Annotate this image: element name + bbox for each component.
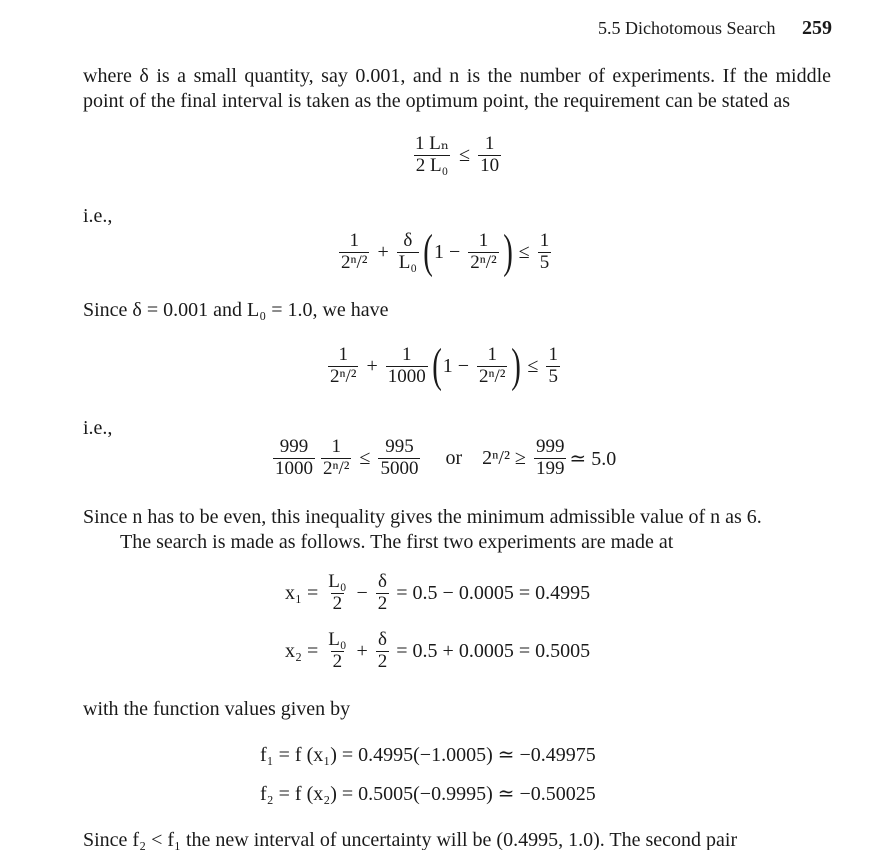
denominator: 5 — [539, 251, 550, 273]
numerator: 1 — [548, 343, 558, 365]
fraction — [386, 345, 428, 388]
fraction — [477, 345, 507, 388]
fraction — [413, 134, 451, 177]
numerator: 1 — [478, 229, 489, 251]
operator: − — [457, 354, 470, 377]
equals: = — [306, 581, 319, 604]
denominator: 199 — [535, 457, 565, 479]
fraction — [534, 437, 567, 480]
plus-operator: + — [377, 240, 389, 263]
denominator: 1000 — [387, 365, 426, 387]
denominator: 2ⁿ/² — [470, 251, 497, 273]
operator: ≤ — [459, 143, 471, 166]
numerator: L₀ — [328, 629, 347, 650]
equation-solve-n — [270, 437, 616, 480]
operator: ≥ — [514, 446, 526, 469]
equation-x1 — [285, 572, 590, 615]
page-number: 259 — [802, 17, 832, 39]
fraction — [478, 134, 501, 177]
operator: ≤ — [518, 240, 530, 263]
fraction — [546, 345, 560, 388]
fraction — [376, 572, 390, 615]
operator: + — [356, 639, 368, 662]
right-paren: ) — [511, 339, 522, 392]
fraction — [326, 572, 348, 615]
paragraph-n-even: Since n has to be even, this inequality gives the minimum admissible value of n as 6. — [83, 506, 762, 528]
numerator: 1 — [539, 229, 550, 251]
variable: x₂ — [285, 639, 302, 662]
paragraph-cutoff: Since f₂ < f₁ the new interval of uncertainty will be (0.4995, 1.0). The second pair — [83, 829, 738, 850]
fraction — [328, 345, 358, 388]
numerator: 1 — [487, 343, 497, 365]
numerator: 1 — [338, 343, 348, 365]
equation-requirement — [410, 134, 504, 177]
denominator: L₀ — [398, 251, 417, 273]
running-header — [598, 17, 832, 40]
numerator: L₀ — [328, 571, 347, 592]
equation-f1: f₁ = f (x₁) = 0.4995(−1.0005) ≃ −0.49975 — [260, 744, 596, 766]
ie-label: i.e., — [83, 205, 113, 227]
approx-result: ≃ 5.0 — [569, 447, 617, 470]
paragraph-function-values: with the function values given by — [83, 698, 351, 720]
fraction — [468, 231, 498, 274]
equation-inequality-numeric — [325, 339, 563, 392]
denominator: 2 — [332, 592, 343, 614]
equation-inequality-delta — [336, 225, 554, 278]
numerator: δ — [403, 229, 413, 251]
numerator: 1 — [331, 436, 341, 457]
paragraph-intro: where δ is a small quantity, say 0.001, and n is the number of experiments. If the middle point of the final interval is taken as the optimum point, the requirement can be stated as — [83, 65, 831, 112]
denominator: 2ⁿ/² — [323, 457, 350, 479]
denominator: 2ⁿ/² — [341, 251, 368, 273]
denominator: 5000 — [380, 457, 419, 479]
fraction — [538, 231, 552, 274]
fraction — [397, 231, 419, 274]
numerator: δ — [378, 571, 387, 592]
fraction — [378, 437, 420, 480]
term: 1 — [442, 354, 453, 377]
equals: = — [306, 639, 319, 662]
paragraph-since-delta: Since δ = 0.001 and L₀ = 1.0, we have — [83, 299, 389, 321]
plus-operator: + — [366, 354, 378, 377]
equation-x2 — [285, 630, 590, 673]
fraction — [273, 437, 315, 480]
result: = 0.5 − 0.0005 = 0.4995 — [396, 581, 591, 604]
denominator: 10 — [480, 154, 500, 176]
operator: ≤ — [359, 446, 371, 469]
denominator: 2 L₀ — [415, 154, 449, 176]
left-paren: ( — [423, 225, 433, 278]
section-title: 5.5 Dichotomous Search — [598, 18, 776, 38]
left-paren: ( — [431, 339, 442, 392]
denominator: 2ⁿ/² — [479, 365, 506, 387]
ie-label: i.e., — [83, 417, 113, 439]
or-word: or — [445, 446, 463, 469]
numerator: 999 — [279, 436, 309, 457]
numerator: δ — [378, 629, 387, 650]
equation-f2: f₂ = f (x₂) = 0.5005(−0.9995) ≃ −0.50025 — [260, 783, 596, 805]
operator: − — [448, 240, 461, 263]
fraction — [321, 437, 351, 480]
operator: − — [356, 581, 368, 604]
denominator: 5 — [548, 365, 558, 387]
numerator: 999 — [535, 436, 565, 457]
numerator: 995 — [385, 436, 414, 457]
variable: x₁ — [285, 581, 302, 604]
numerator: 1 — [349, 229, 359, 251]
denominator: 1000 — [275, 457, 313, 479]
right-paren: ) — [502, 225, 513, 278]
operator: ≤ — [527, 354, 539, 377]
fraction — [326, 630, 348, 673]
numerator: 1 — [484, 133, 495, 154]
result: = 0.5 + 0.0005 = 0.5005 — [396, 639, 591, 662]
denominator: 2 — [377, 592, 388, 614]
fraction — [376, 630, 390, 673]
term: 1 — [433, 240, 444, 263]
denominator: 2 — [332, 650, 343, 672]
denominator: 2 — [377, 650, 388, 672]
term: 2ⁿ/² — [482, 446, 510, 469]
denominator: 2ⁿ/² — [330, 365, 357, 387]
numerator: 1 Lₙ — [415, 133, 450, 154]
paragraph-search: The search is made as follows. The first two experiments are made at — [120, 531, 674, 553]
numerator: 1 — [402, 343, 412, 365]
fraction — [339, 231, 369, 274]
